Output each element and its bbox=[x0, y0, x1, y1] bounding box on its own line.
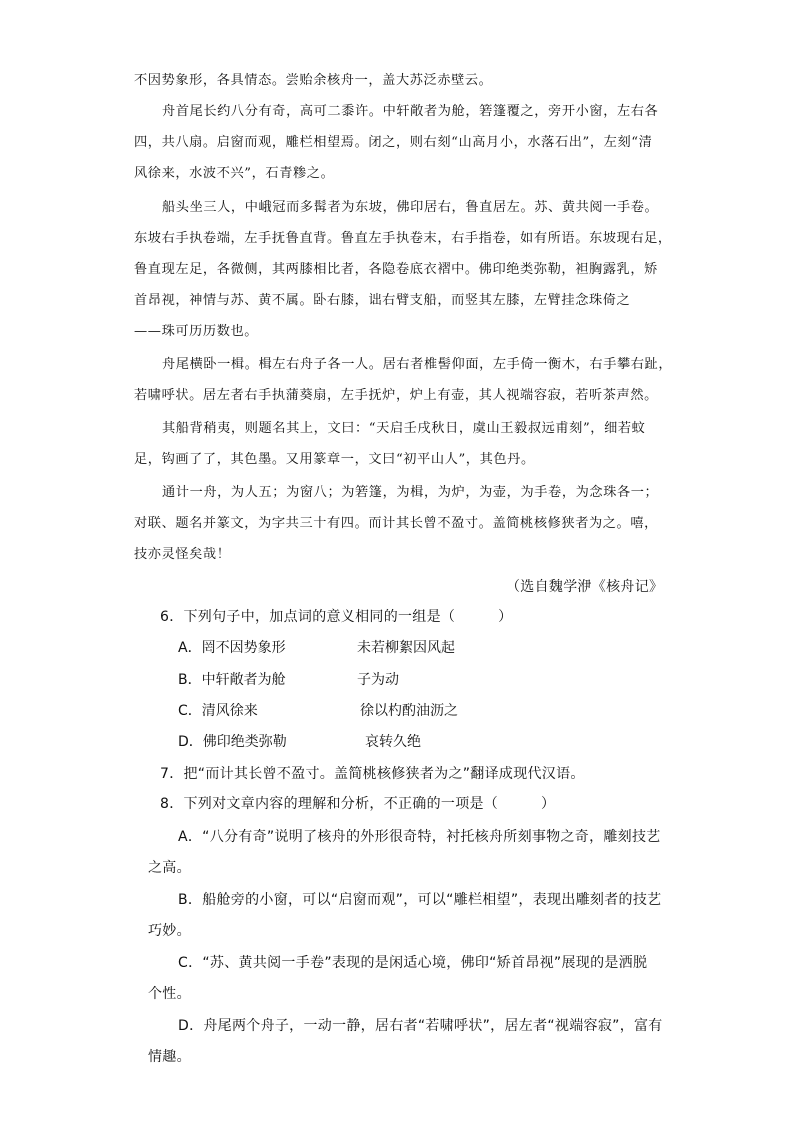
passage-line: 不因势象形，各具情态。尝贻余核舟一，盖大苏泛赤壁云。 bbox=[134, 73, 493, 88]
passage-line: 四，共八扇。启窗而观，雕栏相望焉。闭之，则右刻“山高月小，水落石出”，左刻“清 bbox=[134, 135, 653, 150]
question-8-option-line: D．舟尾两个舟子，一动一静，居右者“若啸呼状”，居左者“视端容寂”，富有 bbox=[178, 1018, 663, 1034]
question-8-option-line: C．“苏、黄共阅一手卷”表现的是闲适心境，佛印“矫首昂视”展现的是洒脱 bbox=[178, 955, 648, 971]
question-8-option-line: 之高。 bbox=[148, 860, 191, 876]
question-8-option-line: 情趣。 bbox=[148, 1049, 191, 1065]
question-8-option-line: 个性。 bbox=[148, 986, 191, 1002]
passage-line: 技亦灵怪矣哉！ bbox=[134, 547, 231, 562]
question-8-option-line: A．“八分有奇”说明了核舟的外形很奇特，衬托核舟所刻事物之奇，雕刻技艺 bbox=[178, 829, 661, 845]
question-6-option-a-pair: 未若柳絮因风起 bbox=[357, 640, 455, 656]
passage-line: 鲁直现左足，各微侧，其两膝相比者，各隐卷底衣褶中。佛印绝类弥勒，袒胸露乳，矫 bbox=[134, 262, 658, 277]
passage-line: 舟尾横卧一楫。楫左右舟子各一人。居右者椎髻仰面，左手倚一衡木，右手攀右趾， bbox=[162, 357, 673, 372]
passage-line: 东坡右手执卷端，左手抚鲁直背。鲁直左手执卷末，右手指卷，如有所语。东坡现右足， bbox=[134, 231, 672, 246]
passage-line: 若啸呼状。居左者右手执蒲葵扇，左手抚炉，炉上有壶，其人视端容寂，若听茶声然。 bbox=[134, 388, 658, 403]
passage-line: 首昂视，神情与苏、黄不属。卧右膝，诎右臂支船，而竖其左膝，左臂挂念珠倚之 bbox=[134, 293, 631, 308]
question-7-stem: 7．把“而计其长曾不盈寸。盖简桃核修狭者为之”翻译成现代汉语。 bbox=[160, 766, 585, 782]
question-6-stem: 6．下列句子中，加点词的意义相同的一组是（ ） bbox=[160, 609, 513, 625]
passage-line: 足，钩画了了，其色墨。又用篆章一，文曰“初平山人”，其色丹。 bbox=[134, 452, 535, 467]
question-6-option-d-pair: 哀转久绝 bbox=[365, 734, 421, 750]
question-8-option-line: B．船舱旁的小窗，可以“启窗而观”，可以“雕栏相望”，表现出雕刻者的技艺 bbox=[178, 892, 662, 908]
question-6-option-a: A．罔不因势象形 bbox=[178, 640, 286, 656]
question-8-option-line: 巧妙。 bbox=[148, 923, 191, 939]
passage-line: 通计一舟，为人五；为窗八；为箬篷，为楫，为炉，为壶，为手卷，为念珠各一； bbox=[162, 485, 659, 500]
passage-source: （选自魏学洢《核舟记》 bbox=[506, 579, 664, 595]
question-6-option-b-pair: 子为动 bbox=[357, 672, 399, 688]
question-6-option-c-pair: 徐以杓酌油沥之 bbox=[360, 703, 458, 719]
question-8-stem: 8．下列对文章内容的理解和分析，不正确的一项是（ ） bbox=[160, 796, 556, 812]
passage-line: 其船背稍夷，则题名其上，文曰：“天启壬戌秋日，虞山王毅叔远甫刻”，细若蚊 bbox=[162, 421, 646, 436]
question-6-option-c: C．清风徐来 bbox=[178, 703, 258, 719]
question-6-option-d: D．佛印绝类弥勒 bbox=[178, 734, 287, 750]
passage-line: 舟首尾长约八分有奇，高可二黍许。中轩敞者为舱，箬篷覆之，旁开小窗，左右各 bbox=[162, 104, 659, 119]
passage-line: 风徐来，水波不兴”，石青糁之。 bbox=[134, 166, 335, 181]
passage-line: ——珠可历历数也。 bbox=[134, 324, 259, 339]
question-6-option-b: B．中轩敞者为舱 bbox=[178, 672, 286, 688]
passage-line: 船头坐三人，中峨冠而多髯者为东坡，佛印居右，鲁直居左。苏、黄共阅一手卷。 bbox=[162, 200, 659, 215]
passage-line: 对联、题名并篆文，为字共三十有四。而计其长曾不盈寸。盖简桃核修狭者为之。嘻， bbox=[134, 516, 658, 531]
